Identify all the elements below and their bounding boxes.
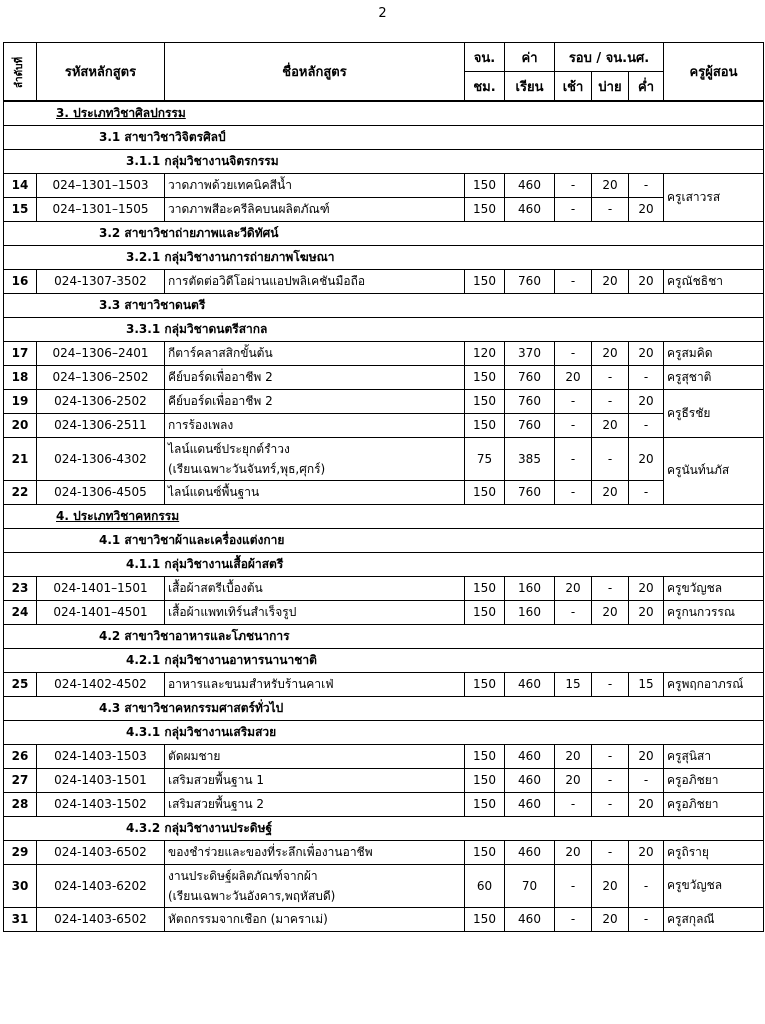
branch-heading: 3.1 สาขาวิชาวิจิตรศิลป์ bbox=[4, 125, 764, 149]
row-afternoon: - bbox=[592, 576, 629, 600]
row-no: 14 bbox=[4, 173, 37, 197]
row-code: 024-1403-1502 bbox=[37, 792, 165, 816]
row-code: 024–1306–2502 bbox=[37, 365, 165, 389]
row-evening: - bbox=[629, 173, 664, 197]
row-code: 024-1306-4505 bbox=[37, 480, 165, 504]
row-hours: 150 bbox=[465, 907, 505, 931]
row-fee: 160 bbox=[505, 576, 555, 600]
row-evening: 15 bbox=[629, 672, 664, 696]
branch-row bbox=[4, 293, 764, 317]
row-evening: - bbox=[629, 365, 664, 389]
row-evening: 20 bbox=[629, 269, 664, 293]
row-morning: 15 bbox=[555, 672, 592, 696]
row-no: 21 bbox=[4, 437, 37, 480]
row-teacher: ครูเสาวรส bbox=[664, 173, 764, 221]
row-morning: - bbox=[555, 197, 592, 221]
row-code: 024-1307-3502 bbox=[37, 269, 165, 293]
category-row bbox=[4, 504, 764, 528]
row-hours: 150 bbox=[465, 744, 505, 768]
branch-heading: 3.3 สาขาวิชาดนตรี bbox=[4, 293, 764, 317]
header-evening: ค่ำ bbox=[629, 72, 664, 102]
branch-row bbox=[4, 696, 764, 720]
row-fee: 460 bbox=[505, 197, 555, 221]
branch-row bbox=[4, 125, 764, 149]
row-afternoon: - bbox=[592, 792, 629, 816]
row-morning: 20 bbox=[555, 365, 592, 389]
row-no: 15 bbox=[4, 197, 37, 221]
header-no bbox=[4, 43, 37, 102]
row-teacher: ครูขวัญชล bbox=[664, 864, 764, 907]
row-code: 024-1401–4501 bbox=[37, 600, 165, 624]
row-evening: - bbox=[629, 768, 664, 792]
group-row bbox=[4, 149, 764, 173]
row-no: 26 bbox=[4, 744, 37, 768]
table-row bbox=[4, 341, 764, 365]
row-code: 024-1403-1503 bbox=[37, 744, 165, 768]
row-fee: 460 bbox=[505, 744, 555, 768]
row-name: งานประดิษฐ์ผลิตภัณฑ์จากผ้า bbox=[168, 868, 318, 883]
row-name: เสื้อผ้าสตรีเบื้องต้น bbox=[165, 576, 465, 600]
table-row bbox=[4, 744, 764, 768]
header-rounds: รอบ / จน.นศ. bbox=[555, 43, 664, 72]
group-heading: 3.2.1 กลุ่มวิชางานการถ่ายภาพโฆษณา bbox=[4, 245, 764, 269]
row-fee: 460 bbox=[505, 173, 555, 197]
row-hours: 150 bbox=[465, 600, 505, 624]
row-name: คีย์บอร์ดเพื่ออาชีพ 2 bbox=[165, 389, 465, 413]
group-heading: 3.1.1 กลุ่มวิชางานจิตรกรรม bbox=[4, 149, 764, 173]
row-fee: 760 bbox=[505, 413, 555, 437]
row-evening: 20 bbox=[629, 576, 664, 600]
row-teacher: ครูสุชาติ bbox=[664, 365, 764, 389]
row-morning: - bbox=[555, 413, 592, 437]
row-hours: 150 bbox=[465, 480, 505, 504]
row-code: 024–1301–1503 bbox=[37, 173, 165, 197]
row-teacher: ครูนันท์นภัส bbox=[664, 437, 764, 504]
page-number: 2 bbox=[378, 6, 387, 21]
row-hours: 150 bbox=[465, 269, 505, 293]
row-evening: 20 bbox=[629, 437, 664, 480]
row-hours: 60 bbox=[465, 864, 505, 907]
category-heading: 4. ประเภทวิชาคหกรรม bbox=[4, 504, 764, 528]
row-afternoon: - bbox=[592, 197, 629, 221]
branch-heading: 4.2 สาขาวิชาอาหารและโภชนาการ bbox=[4, 624, 764, 648]
row-name: ไลน์แดนซ์พื้นฐาน bbox=[165, 480, 465, 504]
header-morning: เช้า bbox=[555, 72, 592, 102]
group-heading: 4.3.1 กลุ่มวิชางานเสริมสวย bbox=[4, 720, 764, 744]
table-row bbox=[4, 864, 764, 907]
row-code: 024-1403-6502 bbox=[37, 840, 165, 864]
row-evening: 20 bbox=[629, 389, 664, 413]
row-evening: 20 bbox=[629, 744, 664, 768]
row-fee: 760 bbox=[505, 365, 555, 389]
row-name-note: (เรียนเฉพาะวันจันทร์,พุธ,ศุกร์) bbox=[168, 461, 326, 476]
table-row bbox=[4, 576, 764, 600]
category-row bbox=[4, 101, 764, 125]
row-no: 30 bbox=[4, 864, 37, 907]
row-afternoon: - bbox=[592, 437, 629, 480]
row-fee: 760 bbox=[505, 389, 555, 413]
header-fee-bottom: เรียน bbox=[505, 72, 555, 102]
row-code: 024-1306-4302 bbox=[37, 437, 165, 480]
row-fee: 460 bbox=[505, 768, 555, 792]
header-name: ชื่อหลักสูตร bbox=[165, 43, 465, 102]
row-evening: - bbox=[629, 480, 664, 504]
row-afternoon: 20 bbox=[592, 413, 629, 437]
row-evening: - bbox=[629, 907, 664, 931]
row-name: กีตาร์คลาสสิกขั้นต้น bbox=[165, 341, 465, 365]
row-afternoon: 20 bbox=[592, 480, 629, 504]
row-fee: 760 bbox=[505, 269, 555, 293]
row-hours: 150 bbox=[465, 173, 505, 197]
row-name: หัตถกรรมจากเชือก (มาคราเม่) bbox=[165, 907, 465, 931]
row-teacher: ครูสมคิด bbox=[664, 341, 764, 365]
row-morning: - bbox=[555, 480, 592, 504]
row-hours: 150 bbox=[465, 365, 505, 389]
row-afternoon: - bbox=[592, 768, 629, 792]
row-no: 29 bbox=[4, 840, 37, 864]
row-morning: 20 bbox=[555, 768, 592, 792]
row-name: อาหารและขนมสำหรับร้านคาเฟ่ bbox=[165, 672, 465, 696]
header-hours-bottom: ชม. bbox=[465, 72, 505, 102]
row-teacher: ครูณัชธิชา bbox=[664, 269, 764, 293]
row-morning: - bbox=[555, 341, 592, 365]
table-row bbox=[4, 389, 764, 413]
header-afternoon: บ่าย bbox=[592, 72, 629, 102]
table-row bbox=[4, 269, 764, 293]
row-morning: 20 bbox=[555, 576, 592, 600]
branch-heading: 3.2 สาขาวิชาถ่ายภาพและวีดิทัศน์ bbox=[4, 221, 764, 245]
row-morning: - bbox=[555, 269, 592, 293]
row-hours: 150 bbox=[465, 413, 505, 437]
row-afternoon: - bbox=[592, 744, 629, 768]
row-fee: 160 bbox=[505, 600, 555, 624]
table-body bbox=[4, 101, 764, 931]
row-teacher: ครูกนกวรรณ bbox=[664, 600, 764, 624]
row-hours: 150 bbox=[465, 672, 505, 696]
row-teacher: ครูสกุลณี bbox=[664, 907, 764, 931]
header-code: รหัสหลักสูตร bbox=[37, 43, 165, 102]
row-fee: 385 bbox=[505, 437, 555, 480]
header-hours-top: จน. bbox=[465, 43, 505, 72]
row-no: 28 bbox=[4, 792, 37, 816]
row-code: 024-1403-6202 bbox=[37, 864, 165, 907]
row-morning: - bbox=[555, 437, 592, 480]
table-row bbox=[4, 413, 764, 437]
row-morning: 20 bbox=[555, 744, 592, 768]
row-afternoon: 20 bbox=[592, 341, 629, 365]
group-row bbox=[4, 648, 764, 672]
row-name: คีย์บอร์ดเพื่ออาชีพ 2 bbox=[165, 365, 465, 389]
row-evening: - bbox=[629, 413, 664, 437]
row-code: 024-1402-4502 bbox=[37, 672, 165, 696]
group-row bbox=[4, 816, 764, 840]
table-row bbox=[4, 197, 764, 221]
row-hours: 150 bbox=[465, 792, 505, 816]
row-morning: 20 bbox=[555, 840, 592, 864]
row-code: 024-1306-2511 bbox=[37, 413, 165, 437]
table-row bbox=[4, 437, 764, 480]
row-fee: 460 bbox=[505, 672, 555, 696]
row-afternoon: 20 bbox=[592, 864, 629, 907]
branch-row bbox=[4, 528, 764, 552]
row-teacher: ครูขวัญชล bbox=[664, 576, 764, 600]
row-hours: 75 bbox=[465, 437, 505, 480]
table-row bbox=[4, 792, 764, 816]
row-teacher: ครูอภิชยา bbox=[664, 792, 764, 816]
row-name: วาดภาพด้วยเทคนิคสีน้ำ bbox=[165, 173, 465, 197]
row-no: 31 bbox=[4, 907, 37, 931]
table-row bbox=[4, 840, 764, 864]
row-no: 18 bbox=[4, 365, 37, 389]
row-name: ตัดผมชาย bbox=[165, 744, 465, 768]
row-fee: 460 bbox=[505, 907, 555, 931]
branch-row bbox=[4, 624, 764, 648]
row-fee: 460 bbox=[505, 840, 555, 864]
row-name-note: (เรียนเฉพาะวันอังคาร,พฤหัสบดี) bbox=[168, 888, 336, 903]
row-code: 024-1403-1501 bbox=[37, 768, 165, 792]
table-row bbox=[4, 768, 764, 792]
group-row bbox=[4, 552, 764, 576]
row-morning: - bbox=[555, 907, 592, 931]
row-hours: 150 bbox=[465, 768, 505, 792]
table-row bbox=[4, 672, 764, 696]
row-teacher: ครูสุนิสา bbox=[664, 744, 764, 768]
row-no: 23 bbox=[4, 576, 37, 600]
row-teacher: ครูถิรายุ bbox=[664, 840, 764, 864]
group-heading: 4.1.1 กลุ่มวิชางานเสื้อผ้าสตรี bbox=[4, 552, 764, 576]
header-no-label: ลำดับที่ bbox=[14, 56, 26, 88]
row-morning: - bbox=[555, 173, 592, 197]
row-name: วาดภาพสีอะครีลิคบนผลิตภัณฑ์ bbox=[165, 197, 465, 221]
row-no: 22 bbox=[4, 480, 37, 504]
row-fee: 760 bbox=[505, 480, 555, 504]
category-heading: 3. ประเภทวิชาศิลปกรรม bbox=[4, 101, 764, 125]
row-code: 024-1401–1501 bbox=[37, 576, 165, 600]
row-name: การร้องเพลง bbox=[165, 413, 465, 437]
row-name: เสื้อผ้าแพทเทิร์นสำเร็จรูป bbox=[165, 600, 465, 624]
row-hours: 150 bbox=[465, 840, 505, 864]
row-name-cell bbox=[165, 864, 465, 907]
course-schedule-table bbox=[3, 42, 764, 932]
branch-heading: 4.3 สาขาวิชาคหกรรมศาสตร์ทั่วไป bbox=[4, 696, 764, 720]
row-teacher: ครูธีรชัย bbox=[664, 389, 764, 437]
row-teacher: ครูอภิชยา bbox=[664, 768, 764, 792]
row-teacher: ครูพฤกอาภรณ์ bbox=[664, 672, 764, 696]
row-evening: 20 bbox=[629, 600, 664, 624]
row-code: 024–1301–1505 bbox=[37, 197, 165, 221]
header-teacher: ครูผู้สอน bbox=[664, 43, 764, 102]
row-hours: 150 bbox=[465, 197, 505, 221]
row-fee: 370 bbox=[505, 341, 555, 365]
row-evening: 20 bbox=[629, 197, 664, 221]
row-evening: 20 bbox=[629, 840, 664, 864]
row-no: 27 bbox=[4, 768, 37, 792]
row-morning: - bbox=[555, 864, 592, 907]
row-hours: 150 bbox=[465, 576, 505, 600]
row-afternoon: - bbox=[592, 840, 629, 864]
row-code: 024–1306–2401 bbox=[37, 341, 165, 365]
branch-row bbox=[4, 221, 764, 245]
row-no: 24 bbox=[4, 600, 37, 624]
table-header bbox=[4, 43, 764, 102]
row-afternoon: 20 bbox=[592, 173, 629, 197]
row-name-cell bbox=[165, 437, 465, 480]
row-code: 024-1306-2502 bbox=[37, 389, 165, 413]
row-no: 16 bbox=[4, 269, 37, 293]
row-evening: - bbox=[629, 864, 664, 907]
row-afternoon: - bbox=[592, 389, 629, 413]
row-name: เสริมสวยพื้นฐาน 2 bbox=[165, 792, 465, 816]
branch-heading: 4.1 สาขาวิชาผ้าและเครื่องแต่งกาย bbox=[4, 528, 764, 552]
row-no: 20 bbox=[4, 413, 37, 437]
table-row bbox=[4, 907, 764, 931]
row-morning: - bbox=[555, 389, 592, 413]
row-name: เสริมสวยพื้นฐาน 1 bbox=[165, 768, 465, 792]
row-morning: - bbox=[555, 600, 592, 624]
row-code: 024-1403-6502 bbox=[37, 907, 165, 931]
group-row bbox=[4, 245, 764, 269]
table-row bbox=[4, 600, 764, 624]
row-evening: 20 bbox=[629, 341, 664, 365]
table-row bbox=[4, 173, 764, 197]
row-hours: 150 bbox=[465, 389, 505, 413]
row-afternoon: - bbox=[592, 365, 629, 389]
row-fee: 70 bbox=[505, 864, 555, 907]
row-afternoon: 20 bbox=[592, 907, 629, 931]
group-heading: 4.2.1 กลุ่มวิชางานอาหารนานาชาติ bbox=[4, 648, 764, 672]
row-no: 19 bbox=[4, 389, 37, 413]
row-name: ไลน์แดนซ์ประยุกต์รำวง bbox=[168, 441, 290, 456]
group-heading: 4.3.2 กลุ่มวิชางานประดิษฐ์ bbox=[4, 816, 764, 840]
table-row bbox=[4, 480, 764, 504]
row-no: 25 bbox=[4, 672, 37, 696]
row-fee: 460 bbox=[505, 792, 555, 816]
group-row bbox=[4, 317, 764, 341]
row-hours: 120 bbox=[465, 341, 505, 365]
row-afternoon: 20 bbox=[592, 600, 629, 624]
header-fee-top: ค่า bbox=[505, 43, 555, 72]
group-heading: 3.3.1 กลุ่มวิชาดนตรีสากล bbox=[4, 317, 764, 341]
row-name: ของชำร่วยและของที่ระลึกเพื่องานอาชีพ bbox=[165, 840, 465, 864]
table-row bbox=[4, 365, 764, 389]
group-row bbox=[4, 720, 764, 744]
row-afternoon: - bbox=[592, 672, 629, 696]
row-evening: 20 bbox=[629, 792, 664, 816]
row-morning: - bbox=[555, 792, 592, 816]
row-afternoon: 20 bbox=[592, 269, 629, 293]
row-no: 17 bbox=[4, 341, 37, 365]
row-name: การตัดต่อวิดีโอผ่านแอปพลิเคชันมือถือ bbox=[165, 269, 465, 293]
